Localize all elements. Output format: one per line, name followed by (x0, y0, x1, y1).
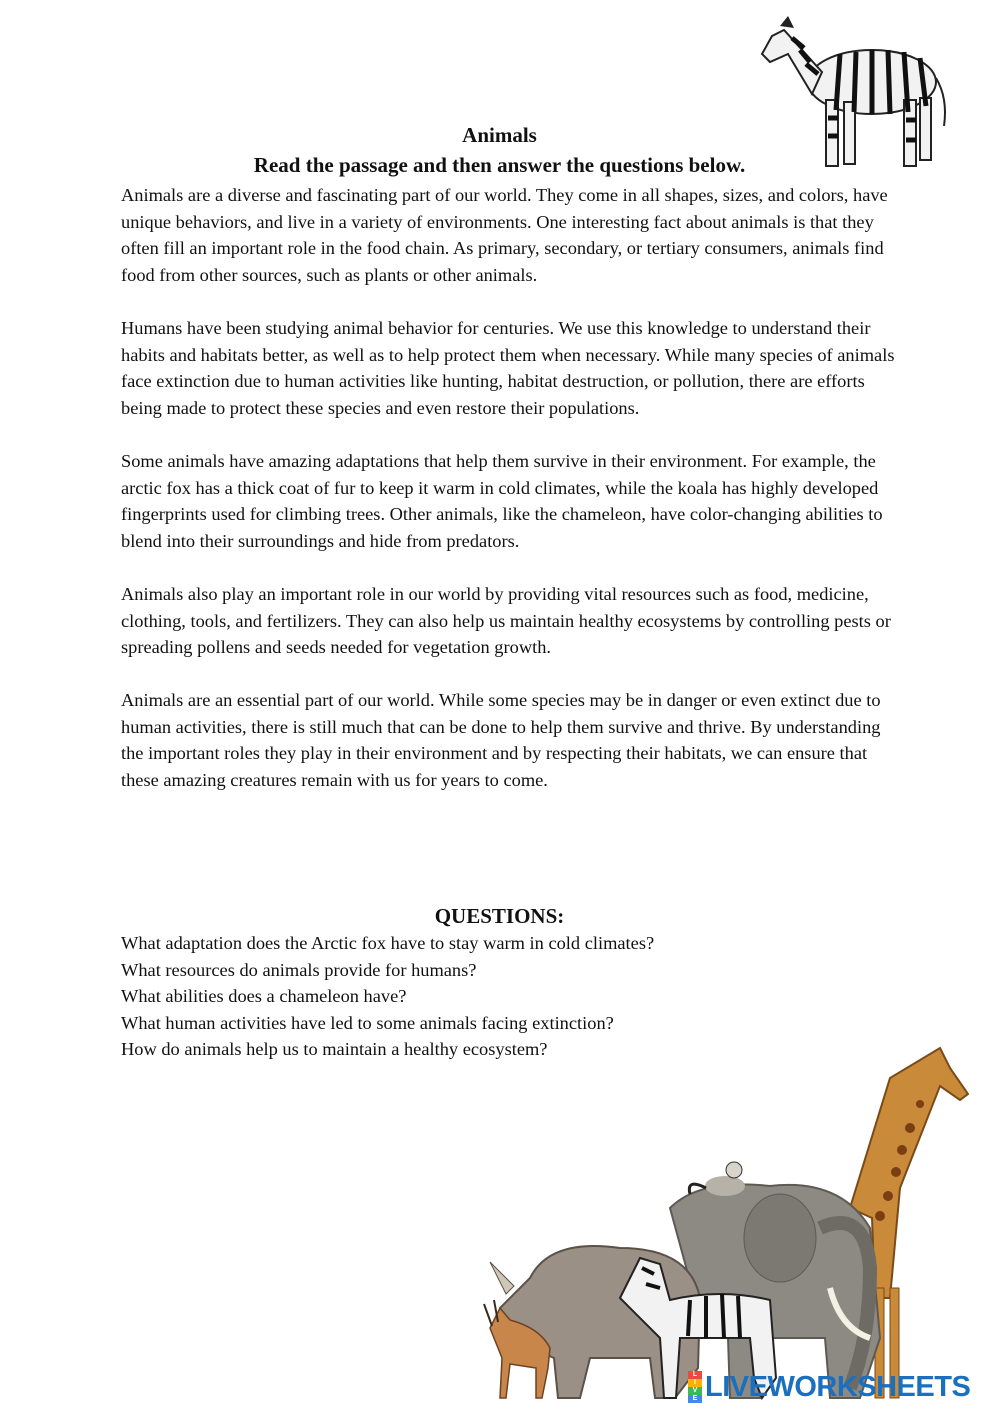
reading-passage (121, 182, 901, 820)
logo-letter: L (688, 1371, 702, 1379)
question-item: What human activities have led to some animals facing extinction? (121, 1012, 614, 1033)
worksheet-title: Animals (462, 123, 537, 147)
logo-letter: I (688, 1379, 702, 1387)
logo-text: LIVEWORKSHEETS (705, 1370, 971, 1403)
logo-badge (688, 1371, 702, 1403)
instruction-heading: Read the passage and then answer the questions below. (253, 153, 746, 177)
passage-paragraph: Humans have been studying animal behavior for centuries. We use this knowledge to understand their habits and habitats better, as well as to help protect them when necessary. While many species of animals face extinction due to human activities like hunting, habitat destruction, or pollution, there are efforts being made to protect these species and even restore their populations. (121, 317, 895, 418)
logo-letter: E (688, 1395, 702, 1403)
question-item: What resources do animals provide for humans? (121, 959, 477, 980)
questions-heading: QUESTIONS: (434, 904, 565, 928)
passage-paragraph: Some animals have amazing adaptations that help them survive in their environment. For example, the arctic fox has a thick coat of fur to keep it warm in cold climates, while the koala has highly developed fingerprints used for climbing trees. Other animals, like the chameleon, have color-changing abilities to blend into their surroundings and hide from predators. (121, 450, 883, 551)
question-item: How do animals help us to maintain a healthy ecosystem? (121, 1039, 548, 1060)
animal-group-image (470, 1038, 990, 1412)
liveworksheets-logo (688, 1370, 970, 1404)
passage-paragraph: Animals are an essential part of our world. While some species may be in danger or even extinct due to human activities, there is still much that can be done to help them survive and thrive. By understanding the important roles they play in their environment and by respecting their habitats, we can ensure that these amazing creatures remain with us for years to come. (121, 690, 881, 791)
question-item: What abilities does a chameleon have? (121, 986, 407, 1007)
passage-paragraph: Animals also play an important role in our world by providing vital resources such as food, medicine, clothing, tools, and fertilizers. They can also help us maintain healthy ecosystems by controlling pests or spreading pollens and seeds needed for vegetation growth. (121, 583, 891, 658)
logo-letter: V (688, 1387, 702, 1395)
passage-paragraph: Animals are a diverse and fascinating part of our world. They come in all shapes, sizes, and colors, have unique behaviors, and live in a variety of environments. One interesting fact about animals is that they often fill an important role in the food chain. As primary, secondary, or tertiary consumers, animals find food from other sources, such as plants or other animals. (121, 185, 888, 285)
question-item: What adaptation does the Arctic fox have to stay warm in cold climates? (121, 933, 655, 953)
